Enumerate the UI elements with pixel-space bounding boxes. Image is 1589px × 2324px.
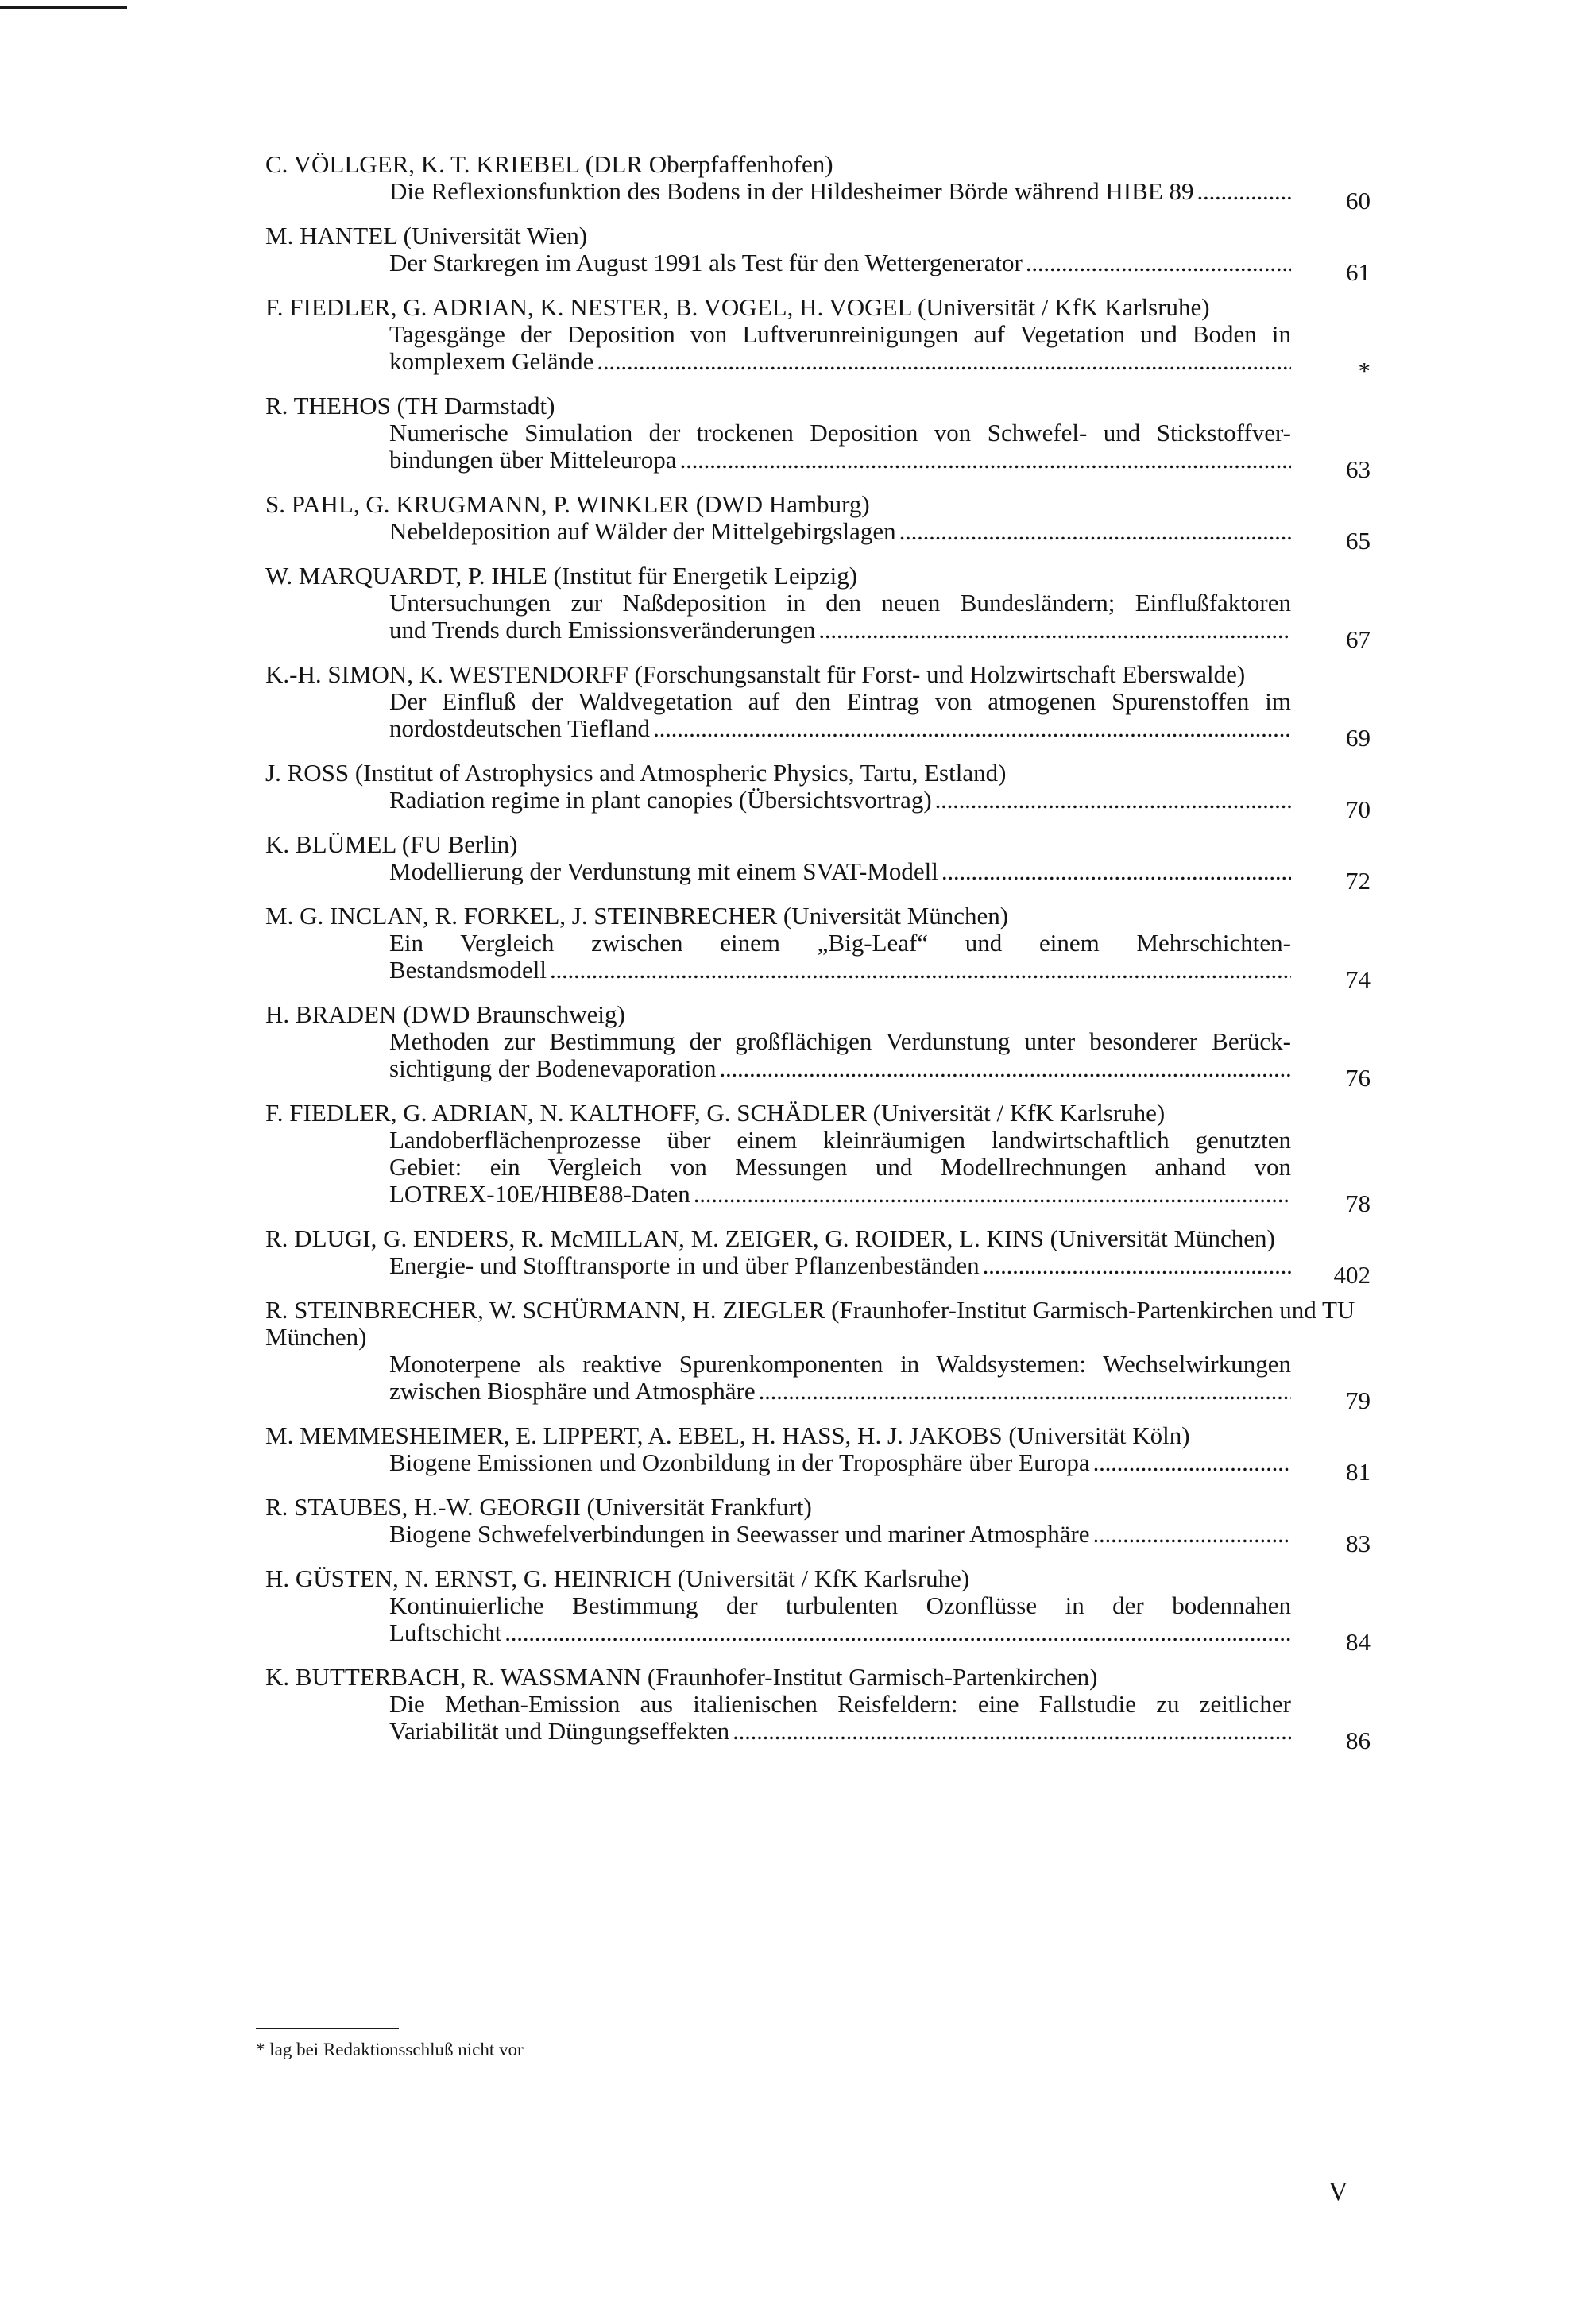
toc-entry — [265, 222, 1390, 286]
toc-entry-title-last-line — [389, 348, 1291, 375]
toc-entry-authors: J. ROSS (Institut of Astrophysics and Atmospheric Physics, Tartu, Estland) — [265, 759, 1007, 787]
toc-entry-authors: H. GÜSTEN, N. ERNST, G. HEINRICH (Universität / KfK Karlsruhe) — [265, 1564, 970, 1592]
toc-entry-title-last-line — [389, 1181, 1291, 1208]
toc-entry-page-number: 84 — [1346, 1628, 1371, 1656]
toc-entry-title-last-line — [389, 1378, 1291, 1405]
toc-entry — [265, 562, 1390, 653]
toc-entry-title-text: Radiation regime in plant canopies (Übersichtsvortrag) — [389, 786, 932, 814]
toc-entry-page-number: 60 — [1346, 187, 1371, 215]
toc-entry-title-line: Monoterpene als reaktive Spurenkomponenten in Waldsystemen: Wechselwirkungen — [389, 1350, 1291, 1378]
toc-entry — [265, 1224, 1390, 1289]
toc-entry-page-number: 83 — [1346, 1529, 1371, 1557]
toc-entry — [265, 1493, 1390, 1557]
toc-entry-title-last-line — [389, 1619, 1291, 1646]
toc-entry-title — [389, 1520, 1371, 1557]
dot-leader — [680, 447, 1291, 474]
toc-entry-title-text: komplexem Gelände — [389, 347, 594, 375]
toc-entry-title-text: Nebeldeposition auf Wälder der Mittelgebirgslagen — [389, 517, 896, 545]
toc-entry-page-number: 86 — [1346, 1727, 1371, 1754]
toc-entry-authors: F. FIEDLER, G. ADRIAN, K. NESTER, B. VOGEL, H. VOGEL (Universität / KfK Karlsruhe) — [265, 293, 1210, 321]
toc-entry-title-last-line — [389, 178, 1291, 205]
toc-entry — [265, 1564, 1390, 1656]
toc-entry-authors: M. MEMMESHEIMER, E. LIPPERT, A. EBEL, H. HASS, H. J. JAKOBS (Universität Köln) — [265, 1421, 1190, 1449]
toc-entry-authors: R. THEHOS (TH Darmstadt) — [265, 392, 555, 420]
toc-entry-page-number: 69 — [1346, 724, 1371, 752]
toc-entry-title-text: Energie- und Stofftransporte in und über Pflanzenbeständen — [389, 1251, 980, 1279]
toc-entry-title-last-line — [389, 518, 1291, 545]
dot-leader — [694, 1181, 1291, 1208]
toc-entry — [265, 392, 1390, 483]
toc-entry-title-line: Numerische Simulation der trockenen Deposition von Schwefel- und Stickstoffver- — [389, 419, 1291, 447]
toc-entry-title-text: LOTREX-10E/HIBE88-Daten — [389, 1180, 690, 1208]
toc-entry-title-last-line — [389, 1521, 1291, 1548]
dot-leader — [1093, 1521, 1291, 1548]
toc-entry-title-line: Kontinuierliche Bestimmung der turbulenten Ozonflüsse in der bodennahen — [389, 1591, 1291, 1619]
toc-entry-page-number: 63 — [1346, 455, 1371, 483]
dot-leader — [505, 1619, 1291, 1646]
dot-leader — [935, 787, 1291, 814]
toc-entry-title-last-line — [389, 787, 1291, 814]
toc-entry-title — [389, 1591, 1371, 1656]
dot-leader — [720, 1055, 1291, 1082]
toc-entry-title-text: Biogene Schwefelverbindungen in Seewasser und mariner Atmosphäre — [389, 1520, 1090, 1548]
toc-entry-title — [389, 589, 1371, 653]
toc-entry-page-number: 72 — [1346, 867, 1371, 895]
footnote: * lag bei Redaktionsschluß nicht vor — [256, 2040, 524, 2059]
table-of-contents — [265, 151, 1390, 1762]
toc-entry-title-line: Der Einfluß der Waldvegetation auf den Eintrag von atmogenen Spurenstoffen im — [389, 687, 1291, 715]
toc-entry-title — [389, 1251, 1371, 1289]
toc-entry-title-line: Untersuchungen zur Naßdeposition in den neuen Bundesländern; Einflußfaktoren — [389, 589, 1291, 617]
toc-entry-authors: K.-H. SIMON, K. WESTENDORFF (Forschungsanstalt für Forst- und Holzwirtschaft Eberswalde) — [265, 660, 1246, 688]
toc-entry-title-line: Landoberflächenprozesse über einem kleinräumigen landwirtschaftlich genutzten — [389, 1126, 1291, 1154]
toc-entry — [265, 660, 1390, 752]
toc-entry-title — [389, 1126, 1371, 1217]
toc-entry-title-last-line — [389, 1252, 1291, 1279]
dot-leader — [941, 858, 1291, 885]
toc-entry-title — [389, 517, 1371, 555]
toc-entry — [265, 830, 1390, 895]
toc-entry-title-last-line — [389, 617, 1291, 644]
dot-leader — [1093, 1449, 1291, 1476]
toc-entry-title — [389, 1690, 1371, 1754]
dot-leader — [1197, 178, 1291, 205]
toc-entry — [265, 1421, 1390, 1486]
toc-entry-title — [389, 687, 1371, 752]
toc-entry-title — [389, 320, 1371, 385]
dot-leader — [653, 715, 1291, 742]
toc-entry-title — [389, 1350, 1371, 1414]
toc-entry — [265, 490, 1390, 555]
toc-entry-page-number: 65 — [1346, 527, 1371, 555]
toc-entry-title-last-line — [389, 249, 1291, 276]
toc-entry-authors: M. G. INCLAN, R. FORKEL, J. STEINBRECHER (Universität München) — [265, 902, 1009, 930]
toc-entry — [265, 1099, 1390, 1217]
toc-entry — [265, 759, 1390, 823]
top-edge-rule — [0, 6, 127, 9]
toc-entry-title-text: Die Reflexionsfunktion des Bodens in der Hildesheimer Börde während HIBE 89 — [389, 177, 1194, 205]
toc-entry — [265, 1663, 1390, 1754]
dot-leader — [818, 617, 1291, 644]
toc-entry — [265, 1296, 1390, 1414]
toc-entry-authors: R. DLUGI, G. ENDERS, R. McMILLAN, M. ZEIGER, G. ROIDER, L. KINS (Universität München) — [265, 1224, 1275, 1252]
toc-entry-authors: W. MARQUARDT, P. IHLE (Institut für Energetik Leipzig) — [265, 562, 858, 590]
toc-entry-title — [389, 177, 1371, 215]
toc-entry-authors: K. BLÜMEL (FU Berlin) — [265, 830, 518, 858]
toc-entry-page-number: 61 — [1346, 258, 1371, 286]
toc-entry-page-number: 76 — [1346, 1064, 1371, 1092]
toc-entry-page-number: 402 — [1333, 1261, 1371, 1289]
footnote-divider — [256, 2028, 399, 2029]
toc-entry — [265, 902, 1390, 993]
toc-entry-title — [389, 419, 1371, 483]
toc-entry-title — [389, 929, 1371, 993]
toc-entry-authors: F. FIEDLER, G. ADRIAN, N. KALTHOFF, G. SCHÄDLER (Universität / KfK Karlsruhe) — [265, 1099, 1166, 1127]
toc-entry-title-line: Tagesgänge der Deposition von Luftverunreinigungen auf Vegetation und Boden in — [389, 320, 1291, 348]
toc-entry-page-number: 78 — [1346, 1189, 1371, 1217]
toc-entry-title — [389, 857, 1371, 895]
toc-entry-title-last-line — [389, 858, 1291, 885]
toc-entry-title-text: Der Starkregen im August 1991 als Test für den Wettergenerator — [389, 249, 1023, 276]
toc-entry-page-number: * — [1358, 357, 1371, 385]
toc-entry-page-number: 67 — [1346, 625, 1371, 653]
toc-entry-title-last-line — [389, 447, 1291, 474]
toc-entry-title — [389, 1027, 1371, 1092]
dot-leader — [899, 518, 1291, 545]
toc-entry-authors: R. STEINBRECHER, W. SCHÜRMANN, H. ZIEGLER (Fraunhofer-Institut Garmisch-Partenkirchen und TU München) — [265, 1296, 1355, 1351]
toc-entry-title-text: bindungen über Mitteleuropa — [389, 446, 677, 474]
dot-leader — [759, 1378, 1291, 1405]
toc-entry-authors: R. STAUBES, H.-W. GEORGII (Universität Frankfurt) — [265, 1493, 812, 1521]
toc-entry — [265, 293, 1390, 385]
toc-entry-title-text: Bestandsmodell — [389, 956, 547, 984]
toc-entry-authors: K. BUTTERBACH, R. WASSMANN (Fraunhofer-Institut Garmisch-Partenkirchen) — [265, 1663, 1098, 1691]
toc-entry-page-number: 79 — [1346, 1386, 1371, 1414]
toc-entry-page-number: 81 — [1346, 1458, 1371, 1486]
toc-entry-title-text: zwischen Biosphäre und Atmosphäre — [389, 1377, 756, 1405]
toc-entry-title-last-line — [389, 1449, 1291, 1476]
toc-entry-title-line: Ein Vergleich zwischen einem „Big-Leaf“ und einem Mehrschichten- — [389, 929, 1291, 957]
toc-entry-title-last-line — [389, 1718, 1291, 1745]
toc-entry-title-text: Variabilität und Düngungseffekten — [389, 1717, 730, 1745]
toc-entry-title — [389, 249, 1371, 286]
toc-entry-authors: C. VÖLLGER, K. T. KRIEBEL (DLR Oberpfaffenhofen) — [265, 150, 833, 178]
toc-entry-title-line: Die Methan-Emission aus italienischen Reisfeldern: eine Fallstudie zu zeitlicher — [389, 1690, 1291, 1718]
dot-leader — [733, 1718, 1291, 1745]
toc-entry-authors: M. HANTEL (Universität Wien) — [265, 222, 588, 249]
toc-entry-authors: H. BRADEN (DWD Braunschweig) — [265, 1000, 625, 1028]
toc-entry-title — [389, 1448, 1371, 1486]
toc-entry-title-text: Luftschicht — [389, 1618, 502, 1646]
dot-leader — [1026, 249, 1291, 276]
dot-leader — [983, 1252, 1291, 1279]
toc-entry-title-text: und Trends durch Emissionsveränderungen — [389, 616, 816, 644]
dot-leader — [550, 957, 1291, 984]
toc-entry-title-last-line — [389, 715, 1291, 742]
toc-entry-page-number: 70 — [1346, 795, 1371, 823]
toc-entry-page-number: 74 — [1346, 965, 1371, 993]
toc-entry-title-line: Gebiet: ein Vergleich von Messungen und Modellrechnungen anhand von — [389, 1153, 1291, 1181]
toc-entry-title-text: Modellierung der Verdunstung mit einem SVAT-Modell — [389, 857, 938, 885]
toc-entry-title-last-line — [389, 957, 1291, 984]
toc-entry-title-line: Methoden zur Bestimmung der großflächigen Verdunstung unter besonderer Berück- — [389, 1027, 1291, 1055]
toc-entry-title — [389, 786, 1371, 823]
toc-entry-title-last-line — [389, 1055, 1291, 1082]
toc-entry-authors: S. PAHL, G. KRUGMANN, P. WINKLER (DWD Hamburg) — [265, 490, 870, 518]
toc-entry — [265, 1000, 1390, 1092]
toc-entry — [265, 150, 1390, 215]
toc-entry-title-text: nordostdeutschen Tiefland — [389, 714, 651, 742]
toc-entry-title-text: sichtigung der Bodenevaporation — [389, 1054, 717, 1082]
toc-entry-title-text: Biogene Emissionen und Ozonbildung in der Troposphäre über Europa — [389, 1448, 1090, 1476]
dot-leader — [597, 348, 1291, 375]
page-number: V — [1328, 2177, 1348, 2206]
